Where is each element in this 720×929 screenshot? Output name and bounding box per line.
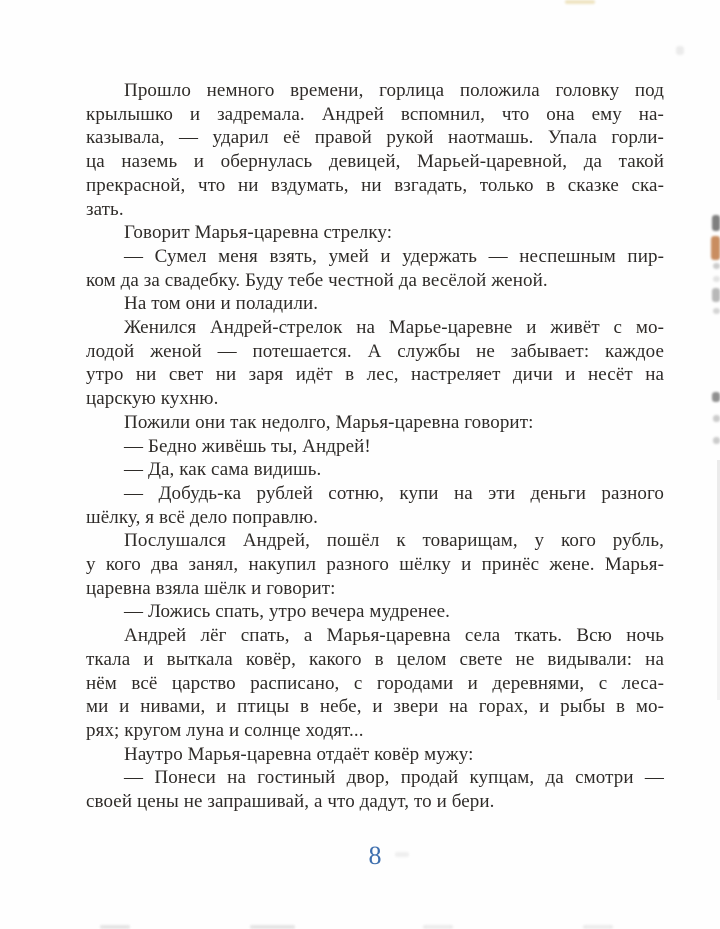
- scan-artifact: [423, 925, 453, 929]
- text-line: Пожили они так недолго, Марья-царевна говорит:: [124, 411, 534, 433]
- text-line: — Добудь-ка рублей сотню, купи на эти деньги разного: [124, 482, 664, 504]
- paragraph: [86, 624, 664, 743]
- text-line: крылышко и задремала. Андрей вспомнил, что она ему на-: [86, 103, 664, 125]
- scan-artifact: [250, 925, 295, 929]
- paragraph: [86, 79, 664, 221]
- scan-artifact: [583, 925, 613, 929]
- scan-artifact: [713, 437, 720, 444]
- scan-artifact: [713, 415, 720, 422]
- paragraph: [86, 411, 664, 435]
- text-line: Послушался Андрей, пошёл к товарищам, у кого рубль,: [124, 530, 664, 552]
- text-line: — Ложись спать, утро вечера мудренее.: [124, 601, 451, 623]
- text-line: зать.: [86, 198, 124, 220]
- scan-artifact: [713, 263, 720, 269]
- text-line: — Понеси на гостиный двор, продай купцам, да смотри —: [124, 767, 664, 789]
- text-line: — Сумел меня взять, умей и удержать — неспешным пир-: [124, 245, 664, 267]
- paragraph: [86, 316, 664, 411]
- text-line: у кого два занял, накупил разного шёлку и принёс жене. Марья-: [86, 554, 664, 576]
- page-number: 8: [368, 841, 382, 870]
- text-line: казывала, — ударил её правой рукой наотмашь. Упала горли-: [86, 127, 664, 149]
- scan-artifact: [100, 925, 130, 929]
- paragraph: [86, 221, 664, 245]
- text-line: ца наземь и обернулась девицей, Марьей-царевной, да такой: [86, 151, 664, 173]
- text-line: Говорит Марья-царевна стрелку:: [124, 222, 393, 244]
- text-line: ми и нивами, и птицы в небе, и звери на горах, и рыбы в мо-: [86, 696, 664, 718]
- scan-artifact: [676, 46, 684, 55]
- text-line: На том они и поладили.: [124, 293, 319, 315]
- text-line: — Бедно живёшь ты, Андрей!: [124, 435, 371, 457]
- text-line: — Да, как сама видишь.: [124, 459, 322, 481]
- scan-artifact: [713, 308, 720, 314]
- paragraph: [86, 482, 664, 529]
- text-line: ком да за свадебку. Буду тебе честной да весёлой женой.: [86, 269, 548, 291]
- text-line: Женился Андрей-стрелок на Марье-царевне и живёт с мо-: [124, 317, 664, 339]
- scan-artifact: [712, 392, 720, 402]
- paragraph: [86, 600, 664, 624]
- paragraph: [86, 245, 664, 292]
- text-line: Прошло немного времени, горлица положила головку под: [124, 80, 664, 101]
- text-line: прекрасной, что ни вздумать, ни взгадать, только в сказке ска-: [86, 174, 664, 196]
- paragraph: [86, 435, 664, 459]
- text-line: ткала и выткала ковёр, какого в целом свете не видывали: на: [86, 648, 664, 670]
- text-line: шёлку, я всё дело поправлю.: [86, 506, 319, 528]
- text-line: утро ни свет ни заря идёт в лес, настреляет дичи и несёт на: [86, 364, 664, 386]
- text-line: своей цены не запрашивай, а что дадут, то и бери.: [86, 791, 495, 813]
- scan-artifact: [711, 236, 720, 260]
- text-line: лодой женой — потешается. А службы не забывает: каждое: [86, 340, 664, 362]
- text-line: Наутро Марья-царевна отдаёт ковёр мужу:: [124, 743, 474, 765]
- text-line: рях; кругом луна и солнце ходят...: [86, 719, 364, 741]
- paragraph: [86, 766, 664, 813]
- text-block: [86, 79, 664, 814]
- scan-artifact: [712, 288, 720, 302]
- scan-artifact: [712, 215, 720, 231]
- text-line: царскую кухню.: [86, 388, 219, 410]
- paragraph: [86, 458, 664, 482]
- paragraph: [86, 292, 664, 316]
- text-line: царевна взяла шёлк и говорит:: [86, 577, 336, 599]
- text-line: нём всё царство расписано, с городами и деревнями, с леса-: [86, 672, 664, 694]
- scan-artifact: [713, 276, 720, 282]
- paragraph: [86, 743, 664, 767]
- paragraph: [86, 529, 664, 600]
- text-line: Андрей лёг спать, а Марья-царевна села ткать. Всю ночь: [124, 625, 664, 647]
- scan-artifact: [565, 0, 595, 4]
